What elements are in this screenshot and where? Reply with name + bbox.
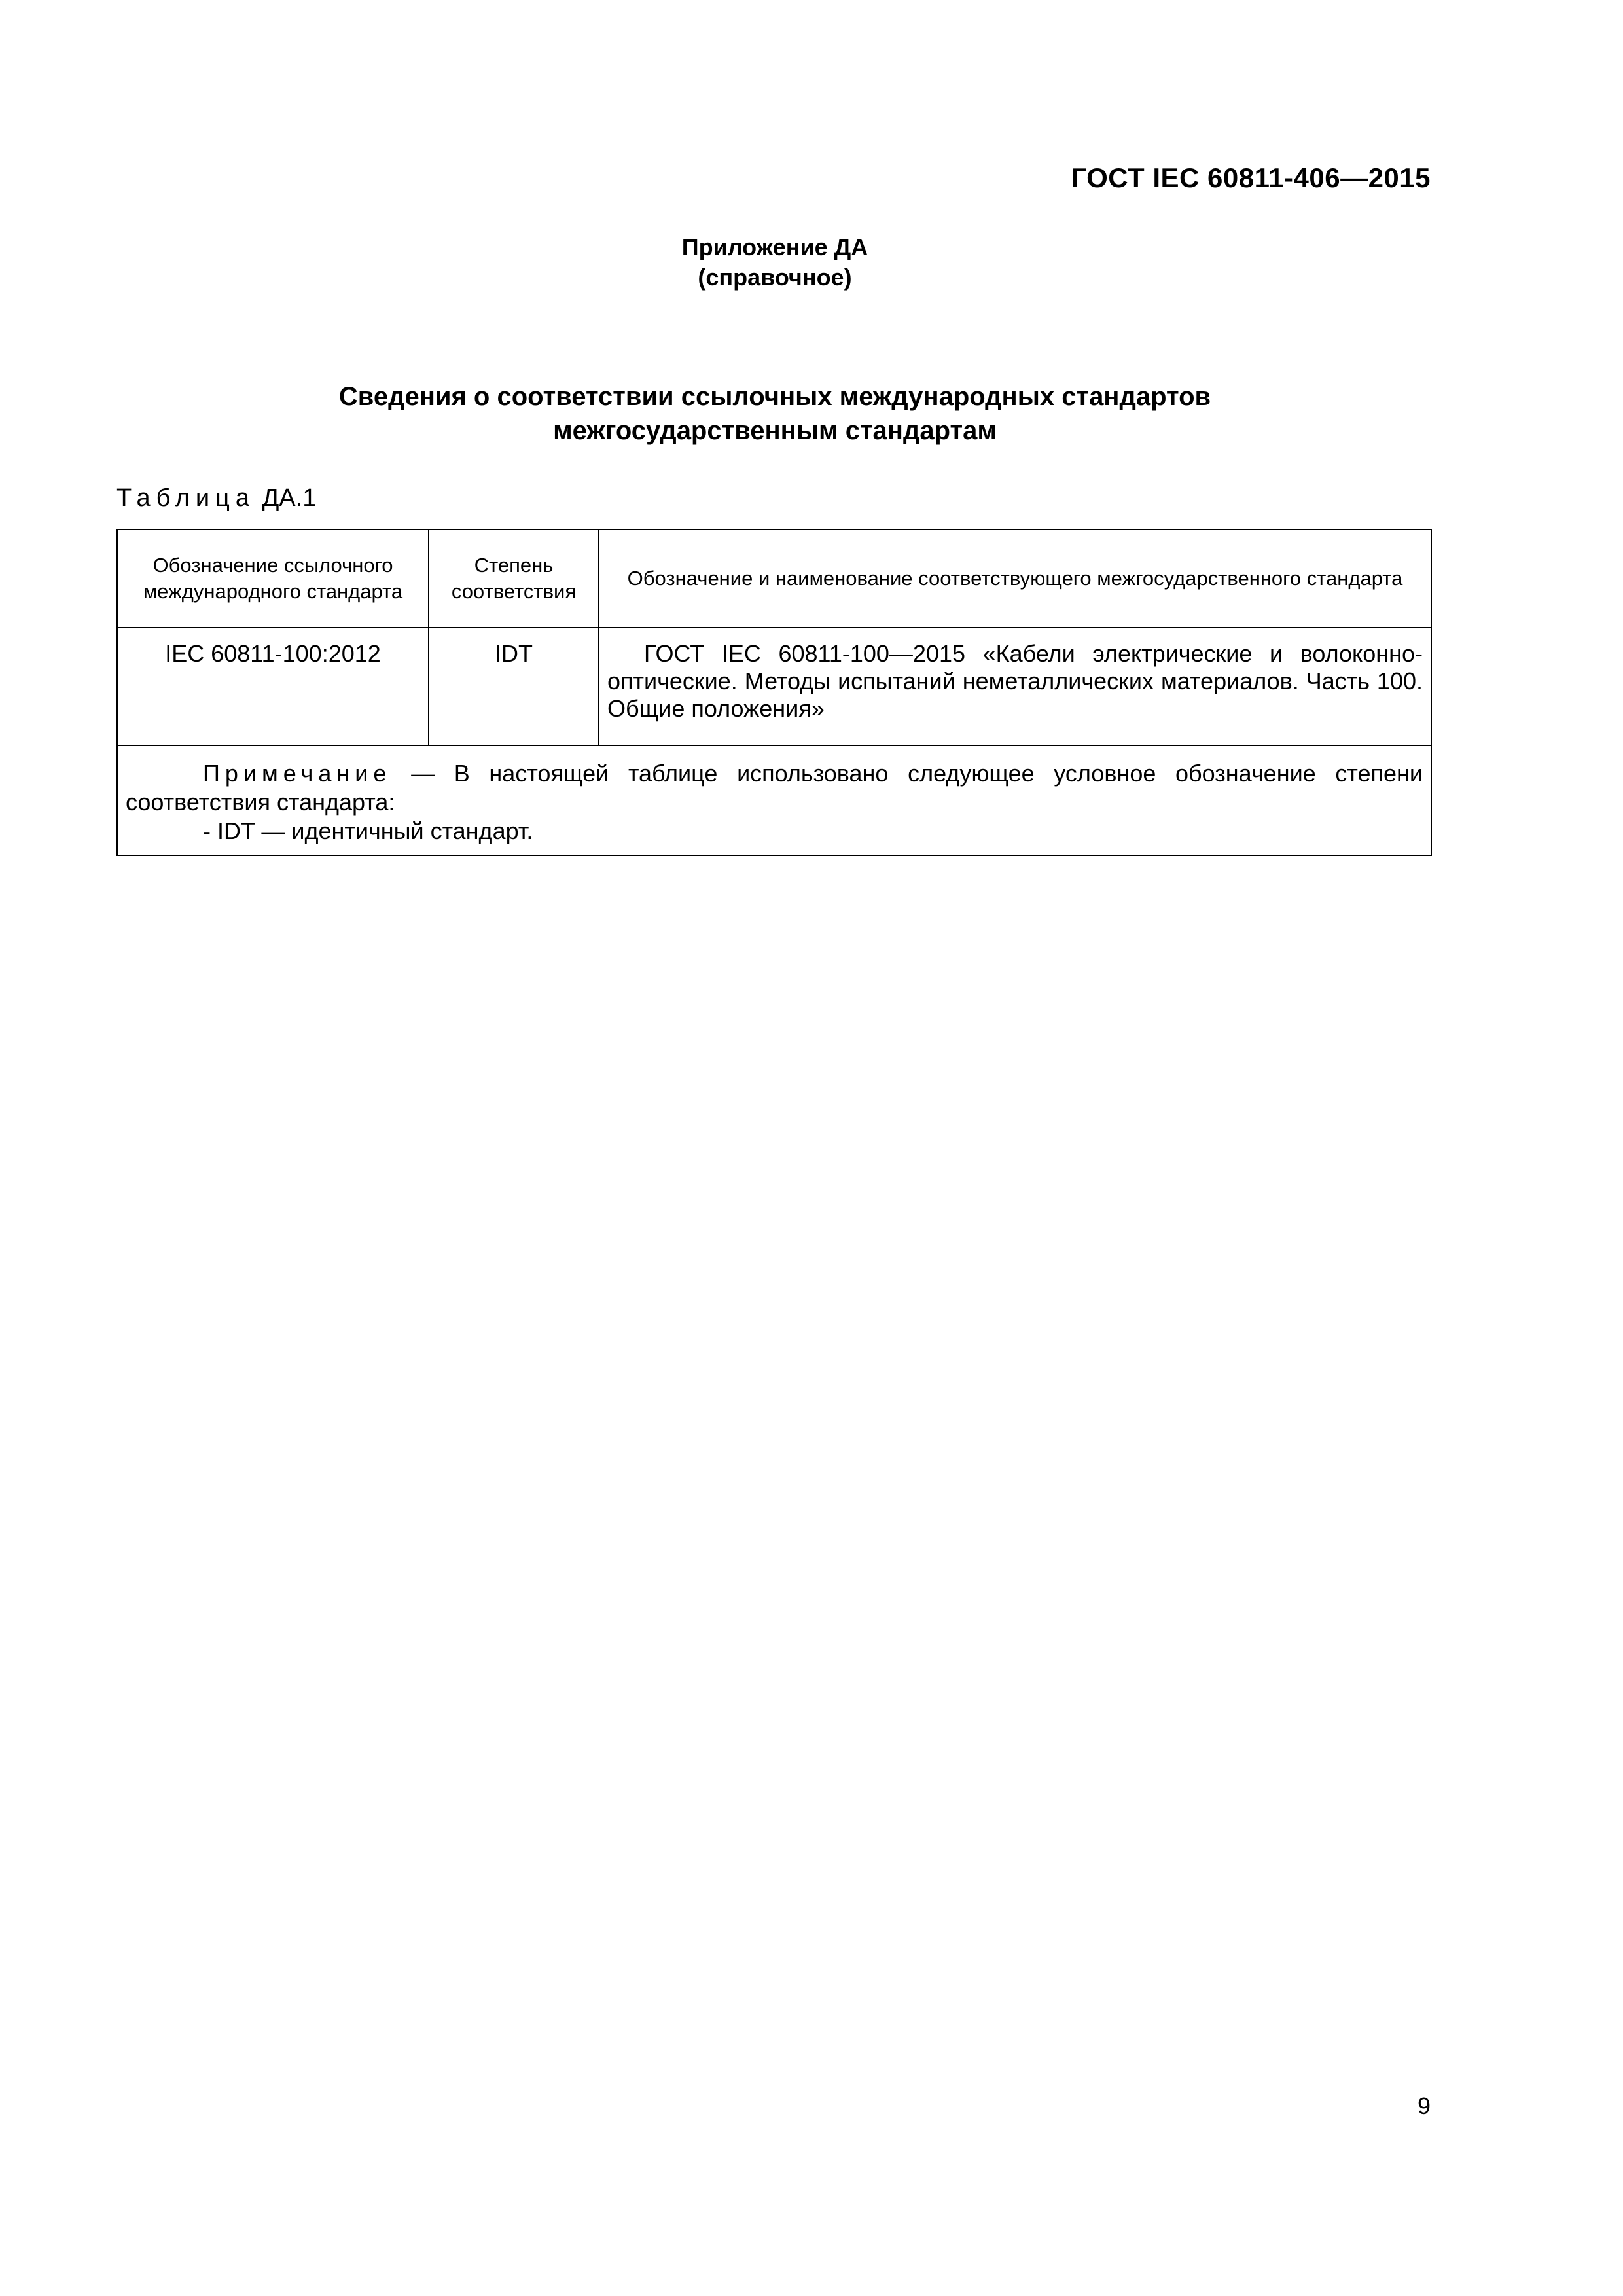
- table-header-row: [117, 529, 1431, 628]
- section-title-line1: Сведения о соответствии ссылочных международных стандартов: [338, 382, 1211, 411]
- note-text: — В настоящей таблице использовано следующее условное обозначение степени соответствия стандарта:: [126, 760, 1423, 816]
- table-note: [117, 745, 1431, 855]
- cell-degree: IDT: [429, 628, 599, 745]
- cell-reference-code: IEC 60811-100:2012: [117, 628, 429, 745]
- table-row: [117, 628, 1431, 745]
- page-number: 9: [1417, 2092, 1431, 2119]
- section-title-line2: межгосударственным стандартам: [553, 416, 997, 445]
- header-reference-standard: Обозначение ссылочного международного стандарта: [117, 529, 429, 628]
- note-paragraph: [126, 759, 1423, 817]
- document-code: ГОСТ IEC 60811-406—2015: [1071, 162, 1431, 193]
- cell-description: [599, 628, 1431, 745]
- table-caption-word: Таблица: [116, 484, 255, 512]
- annex-heading: [0, 232, 1550, 293]
- annex-title: Приложение ДА: [681, 234, 868, 260]
- standards-table: [116, 529, 1432, 856]
- table-caption-number: ДА.1: [262, 484, 317, 512]
- section-title: [0, 380, 1550, 448]
- note-item: - IDT — идентичный стандарт.: [203, 817, 533, 844]
- note-label: Примечание: [203, 760, 392, 787]
- cell-description-text: ГОСТ IEC 60811-100—2015 «Кабели электрические и волоконно-оптические. Методы испытаний неметаллических материалов. Часть 100. Общие положения»: [607, 640, 1423, 722]
- table-note-row: [117, 745, 1431, 855]
- header-degree: Степень соответствия: [429, 529, 599, 628]
- header-interstate-standard: Обозначение и наименование соответствующего межгосударственного стандарта: [599, 529, 1431, 628]
- annex-subtitle: (справочное): [698, 264, 852, 291]
- table-caption: [116, 484, 316, 512]
